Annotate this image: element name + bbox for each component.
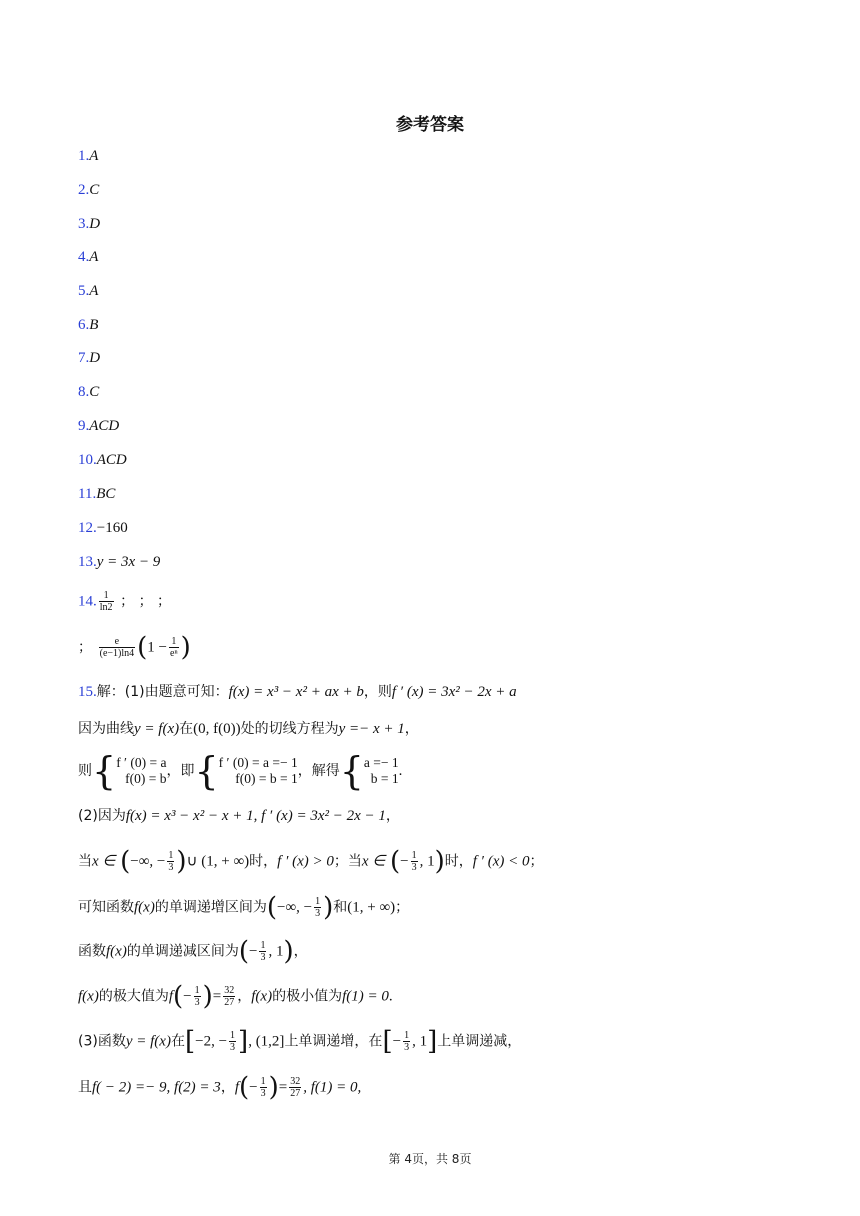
- question-number: 2.: [78, 182, 90, 198]
- solution-line-9: (3)函数y = f(x)在[−2, − $\frac{1}{3}$ ], (1,2]上单调递增，在[− $\frac{1}{3}$ , 1]上单调递减，: [78, 1026, 522, 1057]
- question-number: 13.: [78, 554, 97, 570]
- answer-item-2: [78, 180, 99, 200]
- math-expr: f(x) = x³ − x² + ax + b: [228, 684, 364, 700]
- text: ，: [220, 1079, 235, 1096]
- fraction: $\frac{1}{\ln 2}$: [99, 590, 113, 613]
- answer-choice: ACD: [96, 452, 127, 468]
- math-expr: f(x): [134, 899, 155, 916]
- text: ，: [237, 988, 252, 1005]
- answer-item-6: [78, 315, 98, 335]
- text: ，: [404, 721, 419, 737]
- text: ；: [395, 899, 410, 916]
- answer-item-5: [78, 281, 98, 301]
- text: 的极小值为: [272, 988, 343, 1005]
- question-number: 6.: [78, 317, 90, 333]
- separator: ； ； ；: [120, 593, 172, 610]
- answer-choice: B: [89, 317, 99, 333]
- math-expr: , 1: [268, 943, 284, 960]
- solution-line-8: f(x)的极大值为f(− $\frac{1}{3}$ )= $\frac{32}{27}$ ，f(x)的极小值为f(1) = 0.: [78, 981, 393, 1012]
- question-number: 4.: [78, 249, 90, 265]
- math-expr: , 1: [419, 853, 435, 870]
- answer-choice: D: [89, 216, 101, 232]
- text: 解：(1)由题意可知：: [96, 684, 229, 700]
- brace: {: [194, 749, 219, 793]
- answer-choice: C: [89, 384, 100, 400]
- answer-choice: C: [89, 182, 100, 198]
- math-expr: , f(1) = 0,: [303, 1079, 362, 1096]
- page-title: 参考答案: [396, 115, 464, 135]
- math-expr: f(x): [106, 943, 127, 960]
- text: ，: [385, 808, 400, 824]
- text: 则: [78, 763, 92, 779]
- answer-item-8: [78, 382, 99, 402]
- question-number: 9.: [78, 418, 90, 434]
- answer-item-12: [78, 518, 128, 538]
- text: 在: [179, 721, 194, 737]
- text: 函数: [78, 943, 106, 960]
- math-expr: −: [400, 853, 409, 870]
- page-footer: 第 4页，共 8页: [388, 1152, 472, 1166]
- text: 当: [78, 853, 92, 870]
- math-expr: (1, + ∞): [347, 899, 396, 916]
- paren: (: [137, 632, 148, 663]
- text: ；当: [333, 853, 362, 870]
- answer-item-11: [78, 484, 115, 504]
- fraction: $\frac{1}{\text{eⁿ}}$: [170, 636, 178, 659]
- solution-line-5: 当x ∈ (−∞, − $\frac{1}{3}$ )∪ (1, + ∞)时，f ′ (x) > 0；当x ∈ (− $\frac{1}{3}$ , 1)时，f ′ (x) < 0；: [78, 846, 544, 877]
- text: 处的切线方程为: [240, 721, 339, 737]
- answer-choice: D: [89, 350, 101, 366]
- question-number: 3.: [78, 216, 90, 232]
- fraction: $\frac{e}{(e-1)\ln 4}$: [99, 636, 135, 659]
- answer-choice: BC: [96, 486, 116, 502]
- text: 上单调递减，: [437, 1033, 522, 1050]
- math-expr: ∪ (1, + ∞): [186, 853, 250, 870]
- answer-choice: ACD: [89, 418, 120, 434]
- math-expr: f ′ (x) > 0: [277, 853, 334, 870]
- text: 因为曲线: [78, 721, 134, 737]
- math-expr: −: [249, 1079, 258, 1096]
- answer-item-1: [78, 146, 98, 166]
- fraction: $\frac{1}{3}$: [194, 985, 200, 1008]
- answer-item-7: [78, 348, 100, 368]
- text: 时，: [444, 853, 473, 870]
- question-number: 1.: [78, 148, 90, 164]
- solution-line-6: 可知函数f(x)的单调递增区间为(−∞, − $\frac{1}{3}$ )和(1, + ∞)；: [78, 892, 410, 923]
- math-expr: =: [212, 988, 222, 1005]
- answer-item-9: [78, 416, 119, 436]
- case-system: f ′ (0) = a =− 1 f(0) = b = 1: [218, 755, 298, 786]
- math-expr: −∞, −: [276, 899, 313, 916]
- solution-line-4: [78, 806, 400, 826]
- text: 可知函数: [78, 899, 134, 916]
- math-expr: f: [168, 988, 173, 1005]
- math-expr: −: [392, 1033, 402, 1050]
- answer-choice: A: [89, 283, 99, 299]
- text: ，: [293, 943, 308, 960]
- answer-item-10: [78, 450, 127, 470]
- fraction: $\frac{1}{3}$: [315, 896, 321, 919]
- question-number: 5.: [78, 283, 90, 299]
- math-expr: x ∈: [92, 853, 116, 870]
- text: ；: [529, 853, 544, 870]
- text: 在: [170, 1033, 185, 1050]
- answer-choice: A: [89, 249, 99, 265]
- question-number: 14.: [78, 593, 97, 610]
- solution-line-10: 且f( − 2) =− 9, f(2) = 3，f(− $\frac{1}{3}$ )= $\frac{32}{27}$ , f(1) = 0,: [78, 1072, 362, 1103]
- fraction: $\frac{1}{3}$: [260, 1076, 266, 1099]
- case-system: a =− 1 b = 1: [363, 755, 399, 786]
- fraction: $\frac{1}{3}$: [230, 1030, 236, 1053]
- question-number: 7.: [78, 350, 90, 366]
- question-number: 10.: [78, 452, 97, 468]
- math-expr: f(x) = x³ − x² − x + 1, f ′ (x) = 3x² − 2x − 1: [125, 808, 386, 824]
- solution-line-1: [78, 682, 517, 702]
- paren: ): [180, 632, 191, 663]
- text: 时，: [249, 853, 278, 870]
- fraction: $\frac{1}{3}$: [168, 850, 174, 873]
- fraction: $\frac{32}{27}$: [290, 1076, 301, 1099]
- math-expr: −∞, −: [130, 853, 166, 870]
- answer-item-4: [78, 247, 98, 267]
- math-expr: −2, −: [195, 1033, 228, 1050]
- solution-line-2: [78, 719, 419, 739]
- text: .: [388, 988, 393, 1005]
- brace: {: [339, 749, 364, 793]
- brace: {: [92, 749, 117, 793]
- case-system: f ′ (0) = a f(0) = b: [116, 755, 167, 786]
- math-expr: −: [248, 943, 258, 960]
- text: .: [398, 763, 403, 779]
- text: 的单调递增区间为: [154, 899, 267, 916]
- answer-value: −160: [96, 520, 128, 536]
- answer-value: y = 3x − 9: [96, 554, 161, 570]
- answer-item-13: [78, 552, 160, 572]
- math-expr: x ∈: [361, 853, 386, 870]
- text: (3)函数: [78, 1033, 126, 1050]
- text: 的单调递减区间为: [126, 943, 239, 960]
- math-expr: y =− x + 1: [338, 721, 405, 737]
- text: 和: [333, 899, 348, 916]
- question-number: 8.: [78, 384, 90, 400]
- separator: ；: [78, 639, 92, 656]
- text: ，即: [166, 763, 195, 779]
- text: 且: [78, 1079, 92, 1096]
- math-expr: , 1: [412, 1033, 428, 1050]
- solution-line-3: [78, 749, 403, 793]
- question-number: 12.: [78, 520, 97, 536]
- math-expr: f(1) = 0: [342, 988, 389, 1005]
- math-expr: =: [278, 1079, 288, 1096]
- math-expr: y = f(x): [134, 721, 180, 737]
- math-expr: f( − 2) =− 9, f(2) = 3: [92, 1079, 221, 1096]
- answer-item-14: [78, 590, 171, 613]
- answer-item-3: [78, 214, 100, 234]
- fraction: $\frac{32}{27}$: [224, 985, 235, 1008]
- math-expr: , (1,2]: [248, 1033, 285, 1050]
- math-expr: (0, f(0)): [193, 721, 241, 737]
- math-expr: f: [234, 1079, 239, 1096]
- text: 的极大值为: [98, 988, 169, 1005]
- question-number: 11.: [78, 486, 97, 502]
- math-expr: f ′ (x) < 0: [472, 853, 530, 870]
- text: 上单调递增，在: [284, 1033, 383, 1050]
- text: (2)因为: [78, 808, 126, 824]
- math-expr: −: [183, 988, 192, 1005]
- answer-choice: A: [89, 148, 99, 164]
- math-expr: f(x): [251, 988, 273, 1005]
- math-expr: f(x): [78, 988, 99, 1005]
- fraction: $\frac{1}{3}$: [404, 1030, 410, 1053]
- math-expr: y = f(x): [125, 1033, 171, 1050]
- text: ，解得: [297, 763, 340, 779]
- fraction: $\frac{1}{3}$: [411, 850, 417, 873]
- solution-line-7: 函数f(x)的单调递减区间为(− $\frac{1}{3}$ , 1)，: [78, 936, 308, 967]
- fraction: $\frac{1}{3}$: [260, 940, 266, 963]
- answer-item-14-cont: [78, 632, 191, 663]
- math-expr: f ′ (x) = 3x² − 2x + a: [391, 684, 517, 700]
- text: ，则: [363, 684, 392, 700]
- question-number: 15.: [78, 684, 97, 700]
- math-expr: 1 −: [147, 639, 168, 656]
